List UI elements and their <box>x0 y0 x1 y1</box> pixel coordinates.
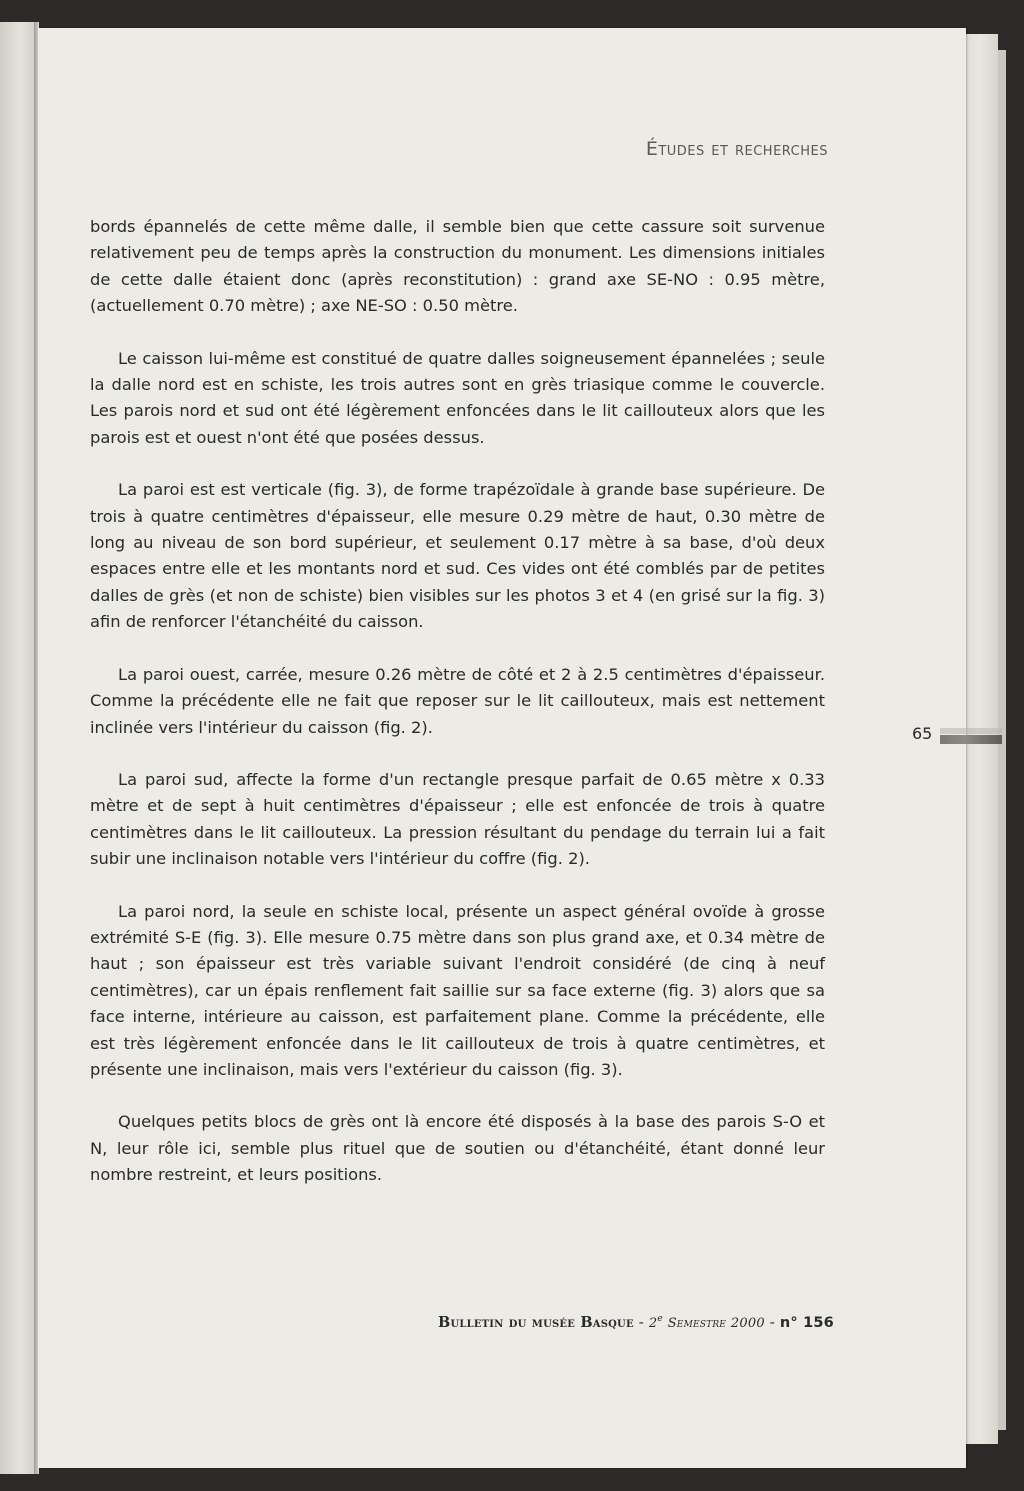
paragraph: Quelques petits blocs de grès ont là encore été disposés à la base des parois S-O et N, leur rôle ici, semble plus rituel que de soutien ou d'étanchéité, étant donné leur nombre restreint, et leurs positions. <box>90 1112 825 1185</box>
footer-separator: - <box>769 1315 776 1331</box>
paragraph: Le caisson lui-même est constitué de quatre dalles soigneusement épannelées ; seule la dalle nord est en schiste, les trois autres sont en grès triasique comme le couvercle. Les parois nord et sud ont été légèrement enfoncées dans le lit caillouteux alors que les parois est et ouest n'ont été que posées dessus. <box>90 348 825 447</box>
issue-number: n° 156 <box>779 1315 834 1331</box>
paragraph: La paroi ouest, carrée, mesure 0.26 mètre de côté et 2 à 2.5 centimètres d'épaisseur. Comme la précédente elle ne fait que reposer sur le lit caillouteux, mais est nettement inclinée vers l'intérieur du caisson (fig. 2). <box>90 664 825 737</box>
page-tab-highlight <box>940 728 1002 734</box>
paragraph: La paroi nord, la seule en schiste local, présente un aspect général ovoïde à grosse extrémité S-E (fig. 3). Elle mesure 0.75 mètre dans son plus grand axe, et 0.34 mètre de haut ; son épaisseur est très variable suivant l'endroit considéré (de cinq à neuf centimètres), car un épais renflement fait saillie sur sa face externe (fig. 3) alors que sa face interne, intérieure au caisson, est parfaitement plane. Comme la précédente, elle est très légèrement enfoncée dans le lit caillouteux de trois à quatre centimètres, et présente une inclinaison, mais vers l'extérieur du caisson (fig. 3). <box>90 901 825 1079</box>
footer-separator: - <box>638 1315 645 1331</box>
running-head-text: Études et recherches <box>645 138 828 160</box>
paragraph: La paroi sud, affecte la forme d'un rectangle presque parfait de 0.65 mètre x 0.33 mètre et de sept à huit centimètres d'épaisseur ; elle est enfoncée de trois à quatre centimètres dans le lit caillouteux. La pression résultant du pendage du terrain lui a fait subir une inclinaison notable vers l'intérieur du coffre (fig. 2). <box>90 769 825 869</box>
running-head <box>604 138 828 160</box>
body-text <box>90 214 825 1215</box>
paragraph: bords épannelés de cette même dalle, il semble bien que cette cassure soit survenue relativement peu de temps après la construction du monument. Les dimensions initiales de cette dalle étaient donc (après reconstitution) : grand axe SE-NO : 0.95 mètre, (actuellement 0.70 mètre) ; axe NE-SO : 0.50 mètre. <box>90 217 825 316</box>
footer-year: 2000 <box>730 1316 765 1331</box>
semester-label: Semestre <box>667 1316 727 1331</box>
page-number: 65 <box>912 724 933 743</box>
footer <box>438 1314 834 1331</box>
semester-suffix: e <box>657 1314 663 1325</box>
page-tab-marker <box>940 735 1002 744</box>
paragraph: La paroi est est verticale (fig. 3), de forme trapézoïdale à grande base supérieure. De trois à quatre centimètres d'épaisseur, elle mesure 0.29 mètre de haut, 0.30 mètre de long au niveau de son bord supérieur, et seulement 0.17 mètre à sa base, d'où deux espaces entre elle et les montants nord et sud. Ces vides ont été comblés par de petites dalles de grès (et non de schiste) bien visibles sur les photos 3 et 4 (en grisé sur la fig. 3) afin de renforcer l'étanchéité du caisson. <box>90 480 825 632</box>
journal-title: Bulletin du musée Basque <box>438 1314 634 1331</box>
semester-number: 2 <box>648 1316 658 1331</box>
previous-page-edge <box>0 22 34 1474</box>
